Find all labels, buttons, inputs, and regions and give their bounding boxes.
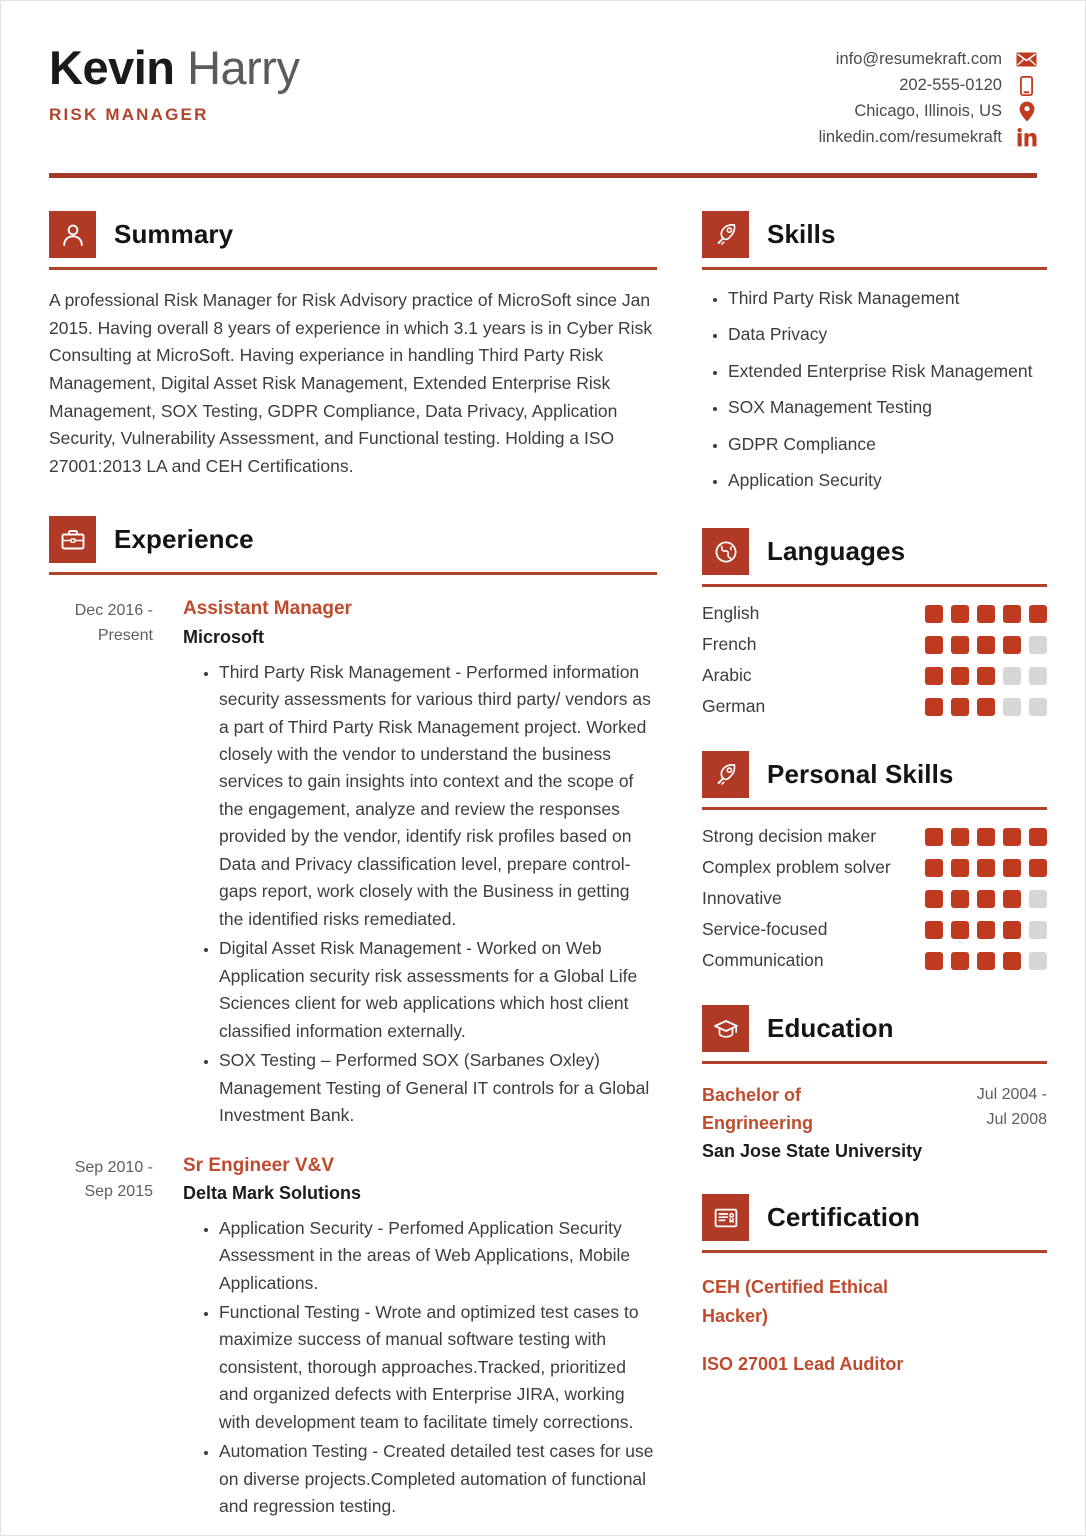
education-school: San Jose State University [702,1141,923,1162]
contact-item-location[interactable] [819,101,1037,122]
personal-skills-divider [702,807,1047,810]
rating-dots [925,890,1047,908]
rating-dot [951,828,969,846]
rating-dot [925,605,943,623]
rating-dot [925,698,943,716]
rating-dot [977,828,995,846]
certification-divider [702,1250,1047,1253]
rating-dots [925,636,1047,654]
left-column [49,178,657,1529]
experience-date-start: Dec 2016 - [74,602,153,620]
rating-dot [977,605,995,623]
email-icon [1016,49,1037,70]
certification-header [702,1194,1047,1241]
experience-bullet: • Digital Asset Risk Management - Worked on Web Application security risk assessments for a Global Life Sciences client for web applications which host client classified information externally. [219,935,657,1045]
rating-label: Arabic [702,665,752,686]
section-skills [702,211,1047,493]
rating-row [702,919,1047,940]
experience-title: Experience [114,524,254,555]
list-item: • Third Party Risk Management [728,286,1047,311]
rating-dot [925,828,943,846]
rating-dot [1029,859,1047,877]
section-education [702,1005,1047,1164]
rating-dot [977,952,995,970]
experience-role: Sr Engineer V&V [183,1154,334,1176]
rating-dot [951,952,969,970]
rating-dot [925,859,943,877]
last-name: Harry [187,41,300,94]
education-date-start: Jul 2004 - [976,1086,1047,1104]
rating-dot [1003,859,1021,877]
contact-location-text: Chicago, Illinois, US [854,102,1002,120]
rating-label: Complex problem solver [702,857,891,878]
rating-dot [925,636,943,654]
education-dates [977,1082,1047,1133]
rating-dot [951,667,969,685]
certification-title: Certification [767,1202,920,1233]
contact-email-text: info@resumekraft.com [835,50,1002,68]
rating-dot [1003,605,1021,623]
rating-dot [951,605,969,623]
rating-dot [1029,921,1047,939]
rating-dot [1003,667,1021,685]
experience-bullet: • Functional Testing - Wrote and optimized test cases to maximize success of manual software testing with consistent, thorough approaches.Tracked, prioritized and organized defects with Enterprise JIRA, working with development team to facilitate timely corrections. [219,1299,657,1436]
experience-header [49,516,657,563]
education-degree: Bachelor of Engrineering [702,1085,814,1134]
spacer [702,727,1047,751]
contact-item-linkedin[interactable] [819,127,1037,148]
rating-row [702,634,1047,655]
rating-dot [951,859,969,877]
rating-dot [977,667,995,685]
education-date-end: Jul 2008 [986,1111,1047,1129]
rating-dot [1029,698,1047,716]
section-personal-skills [702,751,1047,971]
rating-dot [977,859,995,877]
certificate-icon [702,1194,749,1241]
rating-dot [1029,636,1047,654]
name-block [49,39,299,125]
person-icon [49,211,96,258]
spacer [702,1170,1047,1194]
rating-dots [925,605,1047,623]
rating-dots [925,952,1047,970]
languages-divider [702,584,1047,587]
rating-dot [977,698,995,716]
right-column [702,178,1047,1385]
certification-item: ISO 27001 Lead Auditor [702,1354,904,1375]
experience-bullet: • SOX Testing – Performed SOX (Sarbanes Oxley) Management Testing of General IT controls for a Global Investment Bank. [219,1047,657,1129]
rating-label: German [702,696,766,717]
rating-dot [977,636,995,654]
contact-linkedin-text: linkedin.com/resumekraft [818,128,1002,146]
first-name: Kevin [49,41,175,94]
rating-label: Service-focused [702,919,828,940]
linkedin-icon [1016,127,1037,148]
spacer [702,504,1047,528]
experience-details [167,1154,657,1523]
rating-row [702,950,1047,971]
summary-title: Summary [114,219,234,249]
experience-company: Delta Mark Solutions [183,1183,362,1204]
resume-body [1,178,1085,1529]
rating-dot [951,921,969,939]
experience-bullet: • Automation Testing - Created detailed test cases for use on diverse projects.Completed automation of functional and regression testing. [219,1438,657,1520]
rating-dot [1029,952,1047,970]
experience-date-start: Sep 2010 - [74,1158,153,1176]
rating-dot [1029,667,1047,685]
contact-item-phone[interactable] [819,75,1037,96]
experience-entry [49,1154,657,1523]
rating-row [702,888,1047,909]
list-item: • Application Security [728,468,1047,493]
rating-row [702,665,1047,686]
rating-dot [1003,890,1021,908]
rating-dots [925,921,1047,939]
experience-entry [49,597,657,1131]
certification-item: CEH (Certified Ethical Hacker) [702,1277,889,1326]
rating-dot [925,921,943,939]
summary-text: A professional Risk Manager for Risk Advisory practice of MicroSoft since Jan 2015. Having overall 8 years of experience in which 3.1 years is in Cyber Risk Consulting at MicroSoft. Having experiance in handling Third Party Risk Management, Digital Asset Risk Management, Extended Enterprise Risk Management, SOX Testing, GDPR Compliance, Data Privacy, Application Security, Vulnerability Assessment, and Functional testing. Holding a ISO 27001:2013 LA and CEH Certifications. [49,290,653,476]
rating-dot [951,890,969,908]
section-experience [49,516,657,1522]
job-title: RISK MANAGER [49,105,209,125]
list-item: • SOX Management Testing [728,395,1047,420]
summary-header [49,211,657,258]
rating-dot [1029,890,1047,908]
experience-details [167,597,657,1131]
rating-dots [925,828,1047,846]
rating-dot [925,667,943,685]
education-entry [702,1082,1047,1138]
personal-skills-title: Personal Skills [767,759,954,790]
experience-bullet: • Application Security - Perfomed Application Security Assessment in the areas of Web Applications, Mobile Applications. [219,1215,657,1297]
personal-skills-list [702,826,1047,971]
rocket-icon [702,211,749,258]
experience-dates [49,1154,167,1206]
contact-phone-text: 202-555-0120 [899,76,1002,94]
skills-header [702,211,1047,258]
section-certification [702,1194,1047,1378]
summary-divider [49,267,657,270]
education-header [702,1005,1047,1052]
briefcase-icon [49,516,96,563]
rating-label: Communication [702,950,824,971]
skills-title: Skills [767,219,836,249]
rating-label: French [702,634,757,655]
rating-dots [925,698,1047,716]
section-languages [702,528,1047,717]
rating-row [702,603,1047,624]
contact-item-email[interactable] [819,49,1037,70]
rating-dots [925,859,1047,877]
list-item: • Data Privacy [728,322,1047,347]
spacer [49,486,657,516]
experience-bullets [183,659,657,1130]
experience-date-end: Sep 2015 [84,1183,153,1201]
rating-dot [925,890,943,908]
rating-dot [951,698,969,716]
rating-row [702,696,1047,717]
rating-dot [977,890,995,908]
phone-icon [1016,75,1037,96]
rating-dot [1003,636,1021,654]
globe-icon [702,528,749,575]
skills-list [702,286,1047,493]
list-item: • GDPR Compliance [728,432,1047,457]
rating-dot [1003,952,1021,970]
rating-label: English [702,603,760,624]
rating-dot [1003,828,1021,846]
languages-list [702,603,1047,717]
experience-bullet: • Third Party Risk Management - Performed information security assessments for various third party/ vendors as a part of Third Party Risk Management project. Worked closely with the vendor to understand the business services to gain insights into context and the scope of the engagement, analyze and review the responses provided by the vendor, identify risk profiles based on Data and Privacy classification level, prepare control-gaps report, work closely with the Business in getting the identified risks remediated. [219,659,657,934]
languages-header [702,528,1047,575]
rating-label: Innovative [702,888,782,909]
spacer [702,981,1047,1005]
skills-divider [702,267,1047,270]
rating-dot [1029,605,1047,623]
rating-dot [951,636,969,654]
experience-company: Microsoft [183,627,264,648]
rating-dots [925,667,1047,685]
experience-divider [49,572,657,575]
personal-skills-header [702,751,1047,798]
education-title: Education [767,1013,894,1044]
experience-dates [49,597,167,649]
languages-title: Languages [767,536,906,567]
list-item: • Extended Enterprise Risk Management [728,359,1047,384]
rating-row [702,857,1047,878]
contact-block [819,39,1037,148]
rating-dot [925,952,943,970]
rating-dot [1029,828,1047,846]
rating-dot [1003,698,1021,716]
experience-date-end: Present [97,627,153,645]
section-summary [49,211,657,480]
resume-header [1,1,1085,148]
rating-row [702,826,1047,847]
experience-bullets [183,1215,657,1521]
location-pin-icon [1016,101,1037,122]
rating-dot [977,921,995,939]
page-title [49,43,299,92]
experience-role: Assistant Manager [183,598,352,620]
education-divider [702,1061,1047,1064]
rocket-icon [702,751,749,798]
graduation-cap-icon [702,1005,749,1052]
rating-dot [1003,921,1021,939]
rating-label: Strong decision maker [702,826,877,847]
